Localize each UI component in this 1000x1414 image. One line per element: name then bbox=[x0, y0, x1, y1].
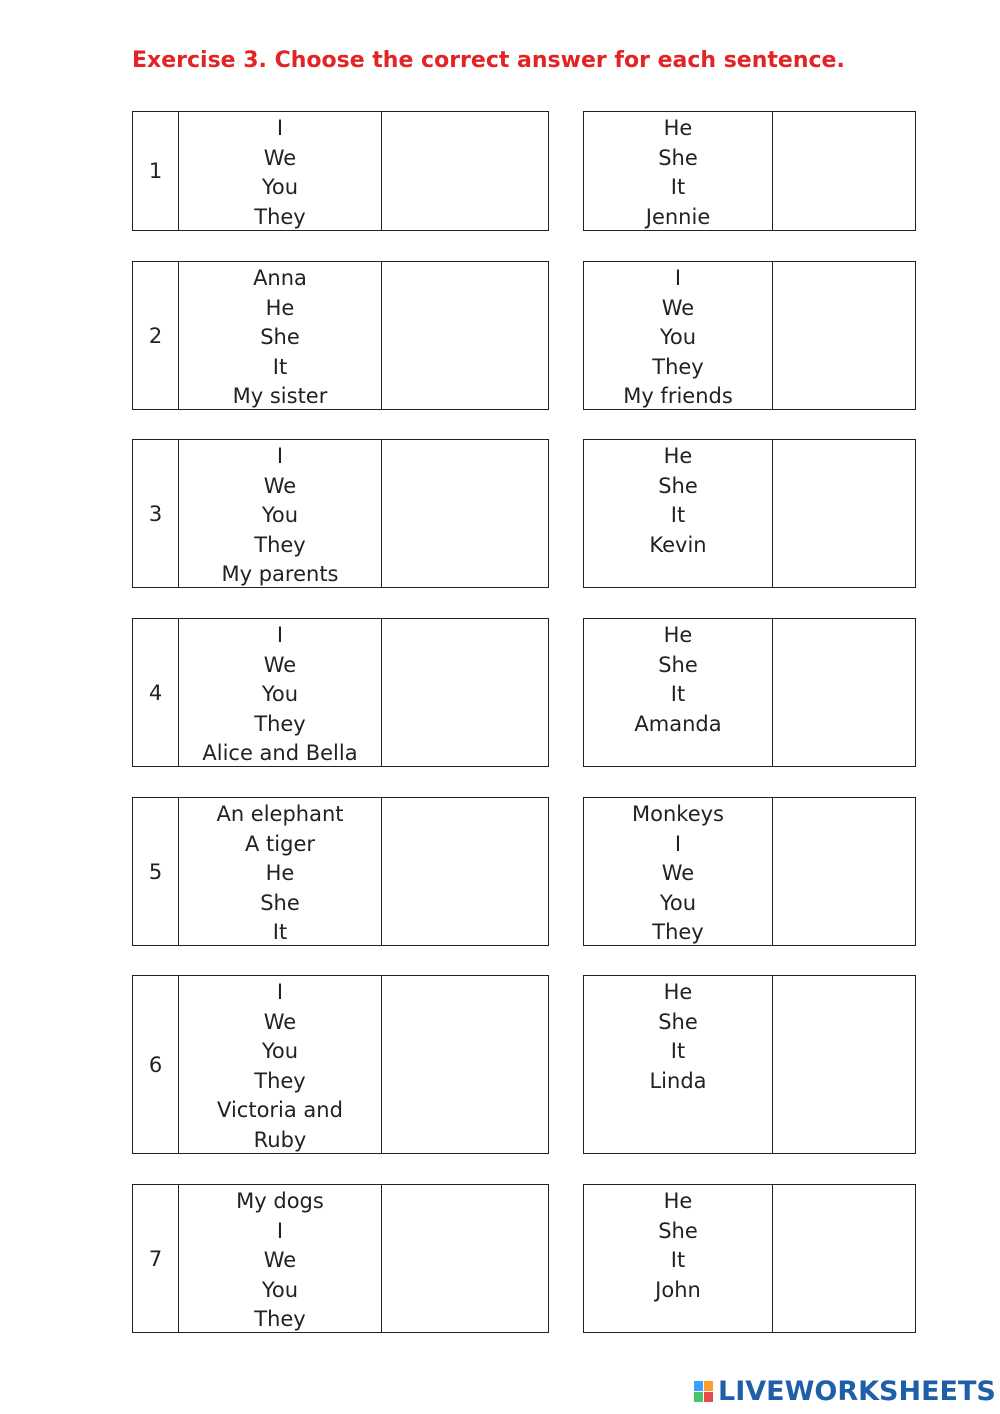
subject-option[interactable]: Amanda bbox=[634, 711, 722, 736]
right-table-3 bbox=[583, 439, 916, 588]
subject-option[interactable]: He bbox=[663, 1189, 693, 1213]
right-table-5 bbox=[583, 797, 916, 946]
answer-box[interactable] bbox=[773, 798, 915, 945]
subject-option[interactable]: Alice and Bella bbox=[202, 741, 358, 766]
subject-options bbox=[584, 262, 773, 409]
subject-options bbox=[584, 440, 773, 587]
subject-option[interactable]: He bbox=[265, 295, 295, 320]
subject-option[interactable]: I bbox=[276, 444, 284, 468]
subject-option[interactable]: She bbox=[658, 1218, 698, 1243]
subject-option[interactable]: You bbox=[261, 503, 299, 528]
subject-options bbox=[179, 440, 382, 587]
row-number: 4 bbox=[133, 619, 179, 766]
row-number: 6 bbox=[133, 976, 179, 1153]
answer-box[interactable] bbox=[382, 440, 548, 587]
subject-option[interactable]: They bbox=[254, 1307, 306, 1332]
subject-option[interactable]: My sister bbox=[232, 384, 328, 409]
subject-options bbox=[584, 619, 773, 766]
subject-option[interactable]: They bbox=[254, 711, 306, 736]
subject-option[interactable]: He bbox=[663, 980, 693, 1004]
subject-option[interactable]: My dogs bbox=[236, 1189, 324, 1213]
row-number: 3 bbox=[133, 440, 179, 587]
answer-box[interactable] bbox=[382, 262, 548, 409]
subject-option[interactable]: It bbox=[670, 682, 686, 707]
subject-option[interactable]: I bbox=[276, 116, 284, 140]
subject-option[interactable]: Anna bbox=[253, 266, 307, 290]
subject-option[interactable]: She bbox=[260, 890, 300, 915]
subject-option[interactable]: I bbox=[276, 623, 284, 647]
answer-box[interactable] bbox=[773, 976, 915, 1153]
subject-option[interactable]: John bbox=[655, 1277, 701, 1302]
subject-option[interactable]: It bbox=[272, 354, 288, 379]
subject-option[interactable]: An elephant bbox=[216, 802, 344, 826]
subject-option[interactable]: They bbox=[652, 920, 704, 945]
subject-options bbox=[584, 798, 773, 945]
subject-option[interactable]: He bbox=[663, 116, 693, 140]
exercise-title: Exercise 3. Choose the correct answer for each sentence. bbox=[132, 48, 845, 73]
subject-options bbox=[179, 619, 382, 766]
subject-option[interactable]: She bbox=[658, 473, 698, 498]
subject-option[interactable]: Jennie bbox=[645, 204, 711, 229]
subject-option[interactable]: He bbox=[663, 623, 693, 647]
subject-option[interactable]: My parents bbox=[221, 562, 339, 587]
subject-options bbox=[179, 976, 382, 1153]
subject-option[interactable]: They bbox=[254, 204, 306, 229]
row-number: 5 bbox=[133, 798, 179, 945]
answer-box[interactable] bbox=[382, 976, 548, 1153]
right-table-1 bbox=[583, 111, 916, 231]
right-table-4 bbox=[583, 618, 916, 767]
subject-option[interactable]: She bbox=[658, 652, 698, 677]
subject-option[interactable]: She bbox=[658, 1009, 698, 1034]
answer-box[interactable] bbox=[382, 1185, 548, 1332]
liveworksheets-logo-icon bbox=[694, 1381, 714, 1403]
subject-option[interactable]: We bbox=[263, 1009, 297, 1034]
row-number: 7 bbox=[133, 1185, 179, 1332]
subject-option[interactable]: You bbox=[659, 890, 697, 915]
subject-option[interactable]: We bbox=[263, 652, 297, 677]
logo-text: LIVEWORKSHEETS bbox=[718, 1376, 996, 1407]
subject-option[interactable]: It bbox=[670, 1248, 686, 1273]
subject-option[interactable]: You bbox=[261, 1039, 299, 1064]
subject-options bbox=[179, 112, 382, 230]
row-number: 1 bbox=[133, 112, 179, 230]
subject-option[interactable]: We bbox=[661, 295, 695, 320]
answer-box[interactable] bbox=[382, 619, 548, 766]
liveworksheets-logo bbox=[694, 1376, 996, 1407]
answer-box[interactable] bbox=[773, 1185, 915, 1332]
left-table-3 bbox=[132, 439, 549, 588]
right-table-2 bbox=[583, 261, 916, 410]
subject-option[interactable]: We bbox=[263, 1248, 297, 1273]
subject-options bbox=[179, 798, 382, 945]
subject-option[interactable]: It bbox=[670, 175, 686, 200]
subject-option[interactable]: They bbox=[652, 354, 704, 379]
subject-option[interactable]: I bbox=[674, 831, 682, 856]
subject-options bbox=[179, 262, 382, 409]
subject-option[interactable]: I bbox=[674, 266, 682, 290]
subject-option[interactable]: Kevin bbox=[649, 532, 707, 557]
subject-option[interactable]: Linda bbox=[649, 1068, 707, 1093]
subject-option[interactable]: You bbox=[261, 175, 299, 200]
subject-option[interactable]: They bbox=[254, 1068, 306, 1093]
answer-box[interactable] bbox=[773, 262, 915, 409]
subject-option[interactable]: A tiger bbox=[245, 831, 315, 856]
subject-option[interactable]: I bbox=[276, 980, 284, 1004]
answer-box[interactable] bbox=[773, 440, 915, 587]
left-table-5 bbox=[132, 797, 549, 946]
subject-option[interactable]: She bbox=[260, 325, 300, 350]
subject-option[interactable]: Monkeys bbox=[632, 802, 724, 826]
row-number: 2 bbox=[133, 262, 179, 409]
subject-option[interactable]: We bbox=[661, 861, 695, 886]
subject-options bbox=[179, 1185, 382, 1332]
subject-option[interactable]: She bbox=[658, 145, 698, 170]
left-table-6 bbox=[132, 975, 549, 1154]
subject-option[interactable]: You bbox=[659, 325, 697, 350]
subject-options bbox=[584, 112, 773, 230]
left-table-4 bbox=[132, 618, 549, 767]
subject-option[interactable]: He bbox=[265, 861, 295, 886]
answer-box[interactable] bbox=[773, 619, 915, 766]
left-table-7 bbox=[132, 1184, 549, 1333]
subject-option[interactable]: It bbox=[272, 920, 288, 945]
left-table-2 bbox=[132, 261, 549, 410]
subject-option[interactable]: It bbox=[670, 1039, 686, 1064]
subject-option[interactable]: He bbox=[663, 444, 693, 468]
subject-option[interactable]: I bbox=[276, 1218, 284, 1243]
subject-options bbox=[584, 976, 773, 1153]
subject-option[interactable]: They bbox=[254, 532, 306, 557]
answer-box[interactable] bbox=[382, 112, 548, 230]
answer-box[interactable] bbox=[773, 112, 915, 230]
subject-option[interactable]: You bbox=[261, 682, 299, 707]
answer-box[interactable] bbox=[382, 798, 548, 945]
subject-option[interactable]: Victoria and Ruby bbox=[217, 1098, 343, 1152]
right-table-7 bbox=[583, 1184, 916, 1333]
subject-options bbox=[584, 1185, 773, 1332]
left-table-1 bbox=[132, 111, 549, 231]
subject-option[interactable]: You bbox=[261, 1277, 299, 1302]
subject-option[interactable]: We bbox=[263, 145, 297, 170]
subject-option[interactable]: My friends bbox=[623, 384, 733, 409]
subject-option[interactable]: It bbox=[670, 503, 686, 528]
subject-option[interactable]: We bbox=[263, 473, 297, 498]
right-table-6 bbox=[583, 975, 916, 1154]
